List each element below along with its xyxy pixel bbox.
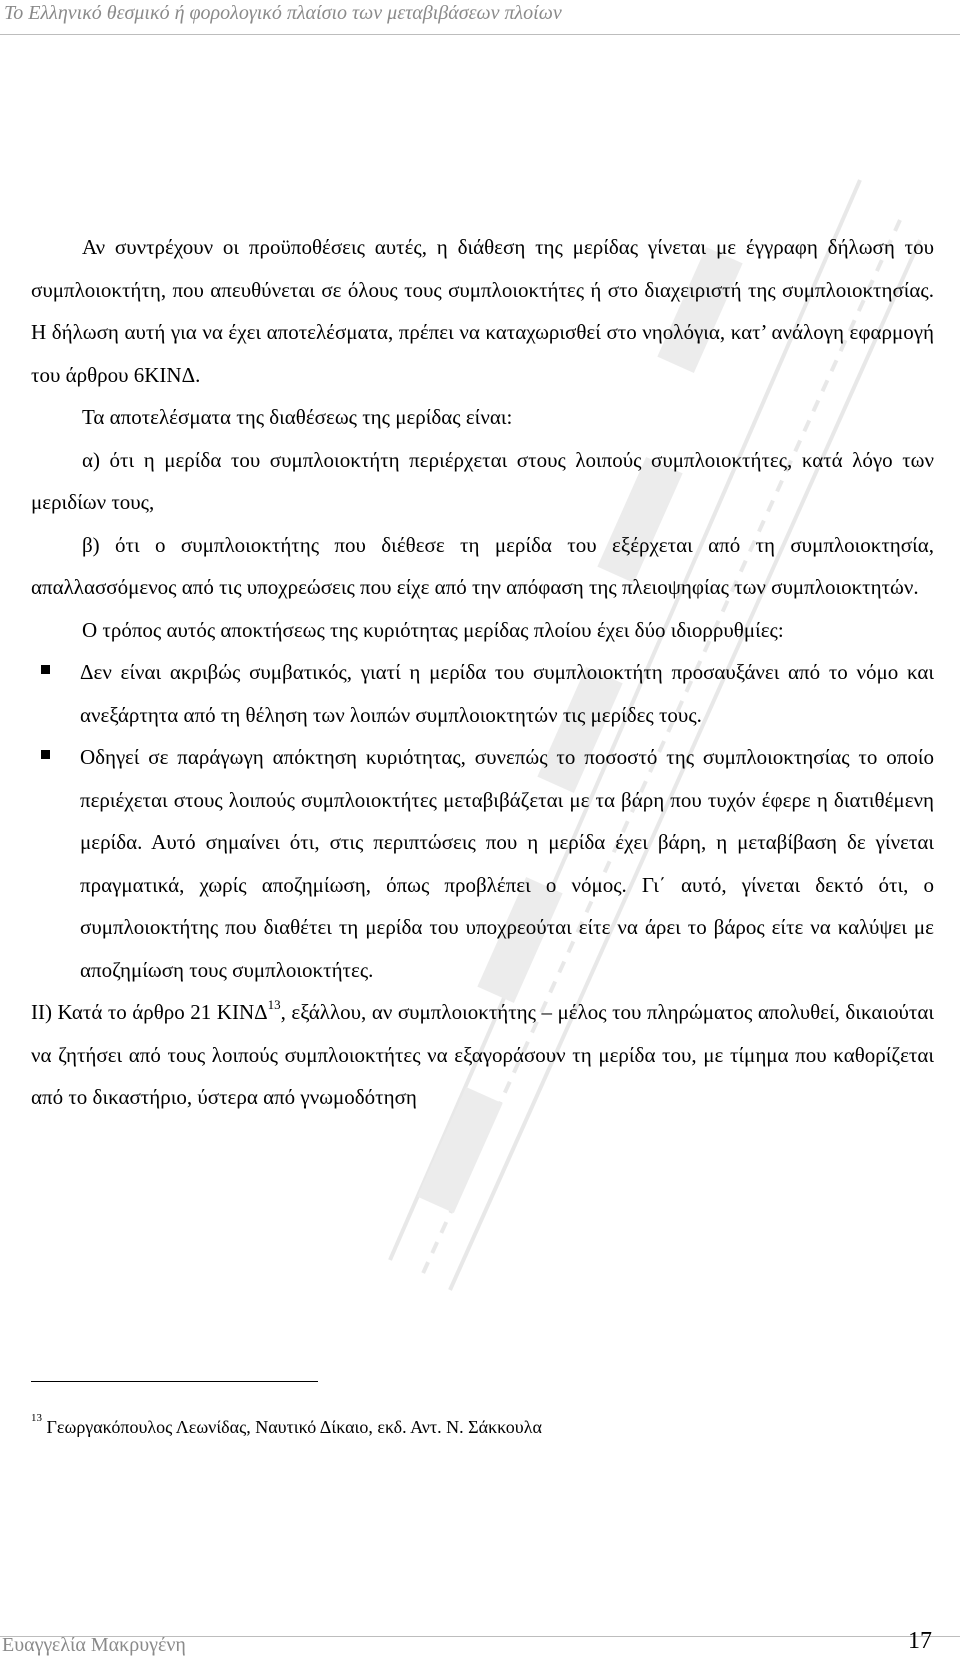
paragraph: Τα αποτελέσματα της διαθέσεως της μερίδας είναι:: [82, 405, 513, 429]
running-header: Το Ελληνικό θεσμικό ή φορολογικό πλαίσιο των μεταβιβάσεων πλοίων: [4, 2, 562, 24]
paragraph: [31, 991, 934, 1119]
document-body: [31, 226, 934, 1119]
footnote-reference[interactable]: 13: [267, 997, 281, 1012]
footer-author: Ευαγγελία Μακρυγένη: [2, 1634, 186, 1656]
paragraph: Αν συντρέχουν οι προϋποθέσεις αυτές, η διάθεση της μερίδας γίνεται με έγγραφη δήλωση του συμπλοιοκτήτη, που απευθύνεται σε όλους τους συμπλοιοκτήτες ή στο διαχειριστή της συμπλοιοκτησίας. Η δήλωση αυτή για να έχει αποτελέσματα, πρέπει να καταχωρισθεί στο νηολόγια, κατ’ ανάλογη εφαρμογή του άρθρου 6ΚΙΝΔ.: [31, 235, 934, 387]
list-item-text: Δεν είναι ακριβώς συμβατικός, γιατί η μερίδα του συμπλοιοκτήτη προσαυξάνει από το νόμο και ανεξάρτητα από τη θέληση των λοιπών συμπλοιοκτητών τις μερίδες τους.: [80, 660, 934, 727]
page-number: 17: [908, 1628, 932, 1654]
header-divider: [0, 34, 960, 35]
footnote-number: 13: [31, 1412, 42, 1424]
footnote-divider: [31, 1381, 318, 1382]
footnote-text: Γεωργακόπουλος Λεωνίδας, Ναυτικό Δίκαιο, εκδ. Αντ. Ν. Σάκκουλα: [42, 1417, 542, 1437]
paragraph: β) ότι ο συμπλοιοκτήτης που διέθεσε τη μερίδα του εξέρχεται από τη συμπλοιοκτησία, απαλλασσόμενος από τις υποχρεώσεις που είχε από την απόφαση της πλειοψηφίας των συμπλοιοκτητών.: [31, 532, 934, 599]
list-item-text: Οδηγεί σε παράγωγη απόκτηση κυριότητας, συνεπώς το ποσοστό της συμπλοιοκτησίας το οποίο περιέχεται στους λοιπούς συμπλοιοκτήτες μεταβιβάζεται με τα βάρη που τυχόν έφερε η διατιθέμενη μερίδα. Αυτό σημαίνει ότι, στις περιπτώσεις που η μερίδα έχει βάρη, η μεταβίβαση δε γίνεται πραγματικά, χωρίς αποζημίωση, όπως προβλέπει ο νόμος. Γι΄ αυτό, γίνεται δεκτό ότι, ο συμπλοιοκτήτης που διαθέτει τη μερίδα του υποχρεούται είτε να άρει το βάρος είτε να καλύψει με αποζημίωση τους συμπλοιοκτήτες.: [80, 745, 934, 982]
paragraph: Ο τρόπος αυτός αποκτήσεως της κυριότητας μερίδας πλοίου έχει δύο ιδιορρυθμίες:: [82, 617, 784, 642]
paragraph-text: ΙΙ) Κατά το άρθρο 21 ΚΙΝΔ: [31, 1000, 268, 1024]
paragraph-text: , εξάλλου, αν συμπλοιοκτήτης – μέλος του πληρώματος απολυθεί, δικαιούται να ζητήσει από τους λοιπούς συμπλοιοκτήτες να εξαγοράσουν τη μερίδα του, με τίμημα που καθορίζεται από το δικαστήριο, ύστερα από γνωμοδότηση: [31, 1000, 934, 1109]
paragraph: α) ότι η μερίδα του συμπλοιοκτήτη περιέρχεται στους λοιπούς συμπλοιοκτήτες, κατά λόγο των μεριδίων τους,: [31, 447, 934, 514]
footnote: [31, 1412, 931, 1438]
square-bullet-icon: [41, 750, 50, 759]
list-item: [31, 736, 934, 991]
square-bullet-icon: [41, 665, 50, 674]
list-item: [31, 651, 934, 736]
bullet-list: [31, 651, 934, 991]
